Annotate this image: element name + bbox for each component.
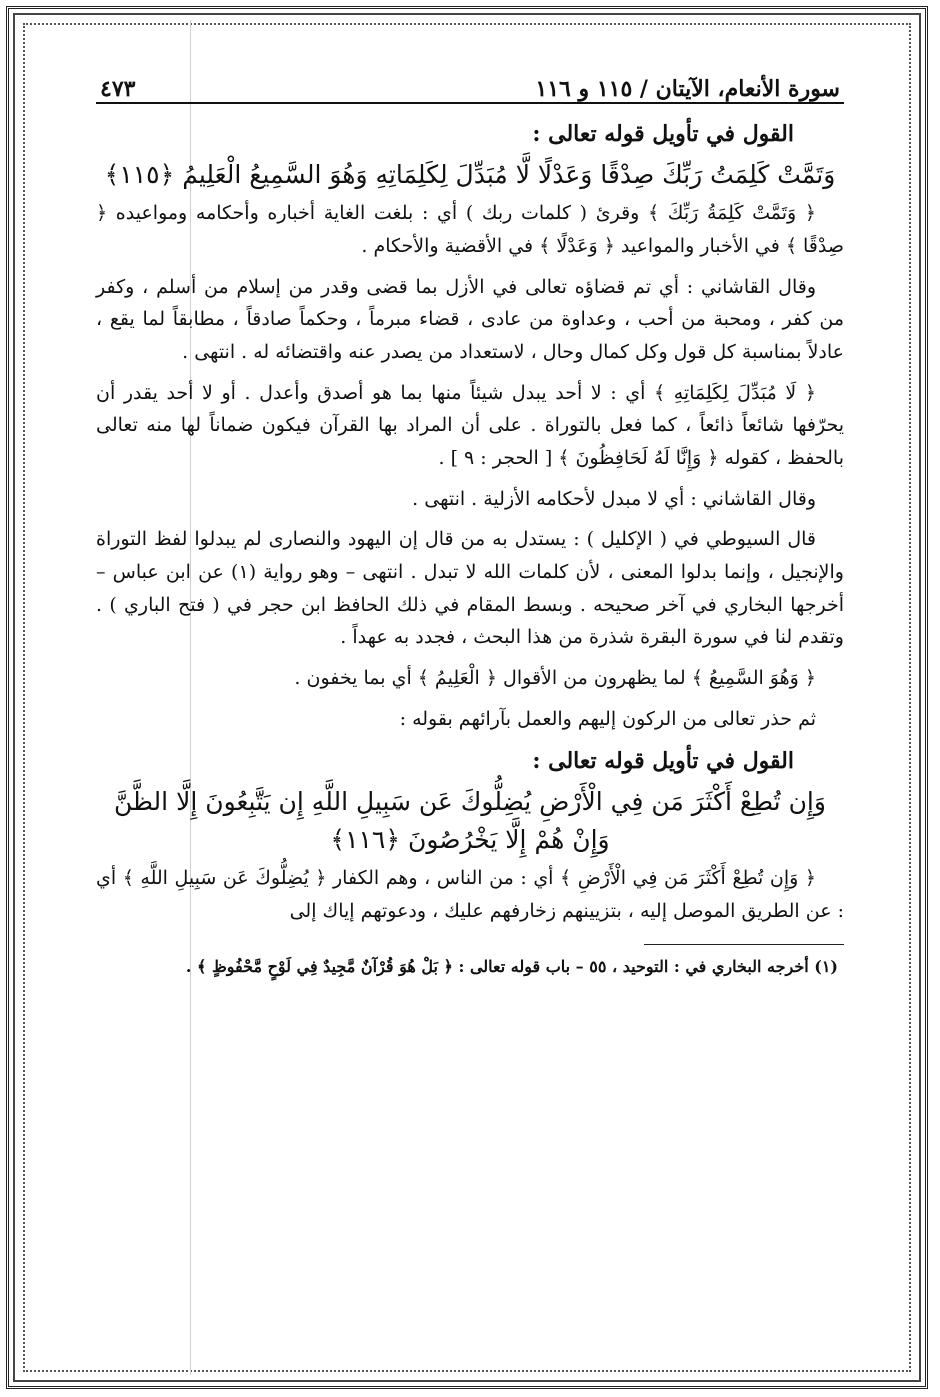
paragraph-2: وقال القاشاني : أي تم قضاؤه تعالى في الأزل بما قضى وقدر من إسلام من أسلم ، وكفر من كفر ، ومحبة من أحب ، وعداوة من عادى ، قضاء مبرماً ، وحكماً صادقاً ، مطابقاً لما يقع ، عادلاً بمناسبة كل قول وكل كمال وحال ، لاستعداد من يصدر عنه واقتضائه له . انتهى . <box>96 275 844 364</box>
paragraph-6: ﴿ وَهُوَ السَّمِيعُ ﴾ لما يظهرون من الأقوال ﴿ الْعَلِيمُ ﴾ أي بما يخفون . <box>294 667 816 690</box>
section-heading-1: القول في تأويل قوله تعالى : <box>532 121 794 147</box>
section-heading-2: القول في تأويل قوله تعالى : <box>532 748 794 775</box>
page-number: ٤٧٣ <box>100 76 136 102</box>
header-title: سورة الأنعام، الآيتان / ١١٥ و ١١٦ <box>535 76 840 102</box>
verse-116-line-2: وَإِنْ هُمْ إِلَّا يَخْرُصُونَ ﴿١١٦﴾ <box>330 824 610 854</box>
footnote-1: (١) أخرجه البخاري في : التوحيد ، ٥٥ – باب قوله تعالى : ﴿ بَلْ هُوَ قُرْآنٌ مَّجِيدٌ فِي لَوْحٍ مَّحْفُوظٍ ﴾ . <box>185 956 838 976</box>
paragraph-5: قال السيوطي في ( الإكليل ) : يستدل به من قال إن اليهود والنصارى لم يبدلوا لفظ التوراة والإنجيل ، وإنما بدلوا المعنى ، لأن كلمات الله لا تبدل . انتهى – وهو رواية (١) عن ابن عباس – أخرجها البخاري في آخر صحيحه . وبسط المقام في ذلك الحافظ ابن حجر في ( فتح الباري ) . وتقدم لنا في سورة البقرة شذرة من هذا البحث ، فجدد به عهداً . <box>96 528 844 649</box>
paragraph-3: ﴿ لَا مُبَدِّلَ لِكَلِمَاتِهِ ﴾ أي : لا أحد يبدل شيئاً منها بما هو أصدق وأعدل . أو لا أحد يقدر أن يحرّفها شائعاً ذائعاً ، كما فعل بالتوراة . على أن المراد بها القرآن فيكون ضماناً لها منه تعالى بالحفظ ، كقوله ﴿ وَإِنَّا لَهُ لَحَافِظُونَ ﴾ [ الحجر : ٩ ] . <box>96 381 844 470</box>
quran-verse-116 <box>96 783 844 858</box>
page-content <box>96 116 844 980</box>
running-header <box>96 62 844 104</box>
quran-verse-115 <box>96 156 844 194</box>
paragraph-8: ﴿ وَإِن تُطِعْ أَكْثَرَ مَن فِي الْأَرْضِ ﴾ أي : من الناس ، وهم الكفار ﴿ يُضِلُّوكَ عَن سَبِيلِ اللَّهِ ﴾ أي : عن الطريق الموصل إليه ، بتزيينهم زخارفهم عليك ، ودعوتهم إياك إلى <box>96 867 844 922</box>
verse-116-line-1: وَإِن تُطِعْ أَكْثَرَ مَن فِي الْأَرْضِ يُضِلُّوكَ عَن سَبِيلِ اللَّهِ إِن يَتَّبِعُونَ إِلَّا الظَّنَّ <box>114 787 826 817</box>
footnote-divider <box>644 944 844 945</box>
paragraph-7: ثم حذر تعالى من الركون إليهم والعمل بآرائهم بقوله : <box>399 707 816 730</box>
paragraph-4: وقال القاشاني : أي لا مبدل لأحكامه الأزلية . انتهى . <box>412 487 816 510</box>
paragraph-1: ﴿ وَتَمَّتْ كَلِمَةُ رَبِّكَ ﴾ وقرئ ( كلمات ربك ) أي : بلغت الغاية أخباره وأحكامه ومواعيده ﴿ صِدْقًا ﴾ في الأخبار والمواعيد ﴿ وَعَدْلًا ﴾ في الأقضية والأحكام . <box>96 202 844 257</box>
verse-115-text: وَتَمَّتْ كَلِمَتُ رَبِّكَ صِدْقًا وَعَدْلًا لَّا مُبَدِّلَ لِكَلِمَاتِهِ وَهُوَ السَّمِيعُ الْعَلِيمُ ﴿١١٥﴾ <box>104 159 836 189</box>
book-page <box>96 62 844 1322</box>
